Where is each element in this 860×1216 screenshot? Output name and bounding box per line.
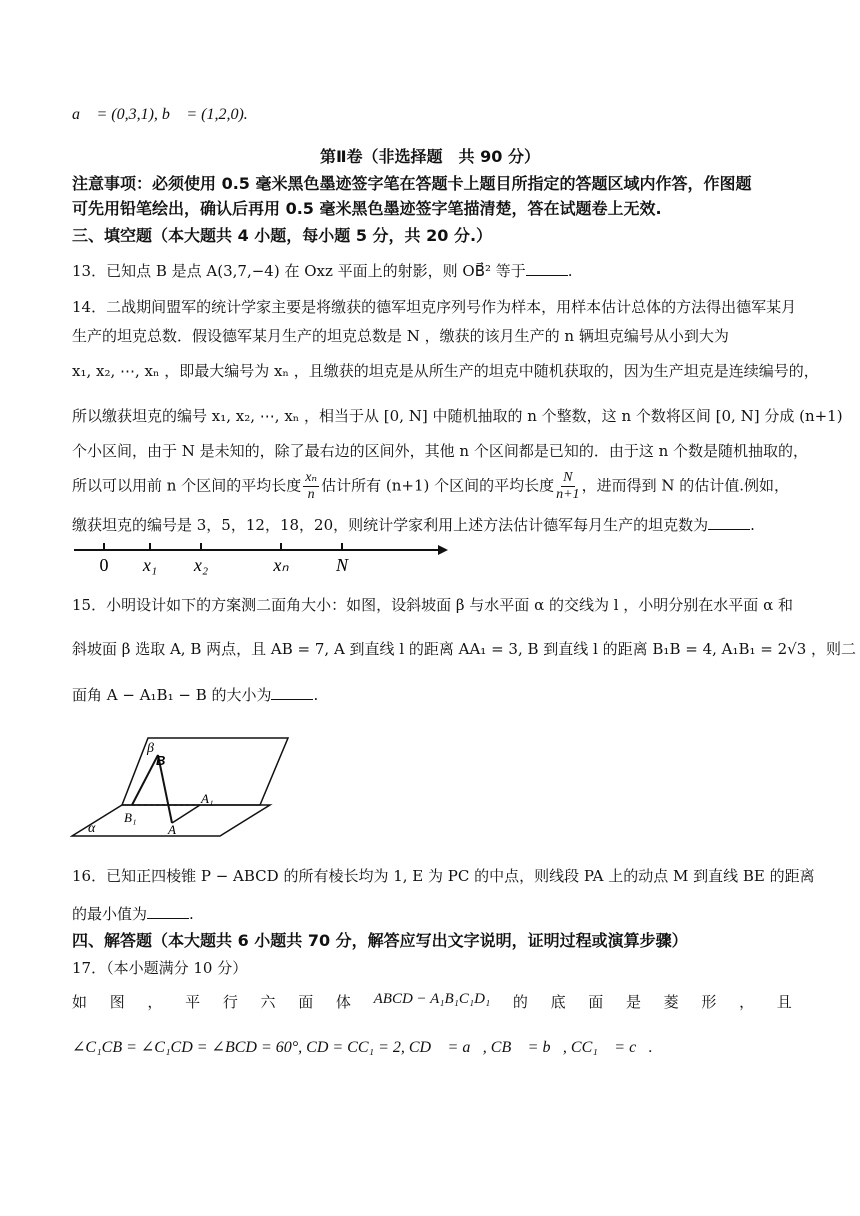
question-13-text: 13．已知点 B 是点 A(3,7,−4) 在 Oxz 平面上的射影，则 OB⃗² 等于 [72,262,526,280]
part-four-heading: 四、解答题（本大题共 6 小题共 70 分，解答应写出文字说明，证明过程或演算步骤） [72,931,688,950]
label-beta: β [147,741,154,756]
question-17-line-1: 如 图 ， 平 行 六 面 体 ABCD − A₁B₁C₁D₁ 的 底 面 是 菱 形 ， 且 [72,991,792,1011]
section-title: 第Ⅱ卷（非选择题 共 90 分） [320,147,540,166]
label-A1: A₁ [201,791,214,806]
question-14-line-2: 生产的坦克总数．假设德军某月生产的坦克总数是 N ，缴获的该月生产的 n 辆坦克编号从小到大为 [72,327,729,345]
part-three-heading: 三、填空题（本大题共 4 小题，每小题 5 分，共 20 分.） [72,226,493,245]
question-15-line-3: 面角 A − A₁B₁ − B 的大小为 . [72,686,319,704]
answer-blank[interactable] [271,687,313,700]
vector-definition: a⃗ = (0,3,1), b⃗ = (1,2,0). [72,106,248,123]
tick-label-0: 0 [99,555,109,575]
question-14-line-4: 所以缴获坦克的编号 x₁, x₂, ⋯, xₙ ，相当于从 [0, N] 中随机抽取的 n 个整数，这 n 个数将区间 [0, N] 分成 (n+1) [72,407,843,425]
question-16-line-1: 16．已知正四棱锥 P − ABCD 的所有棱长均为 1, E 为 PC 的中点，则线段 PA 上的动点 M 到直线 BE 的距离 [72,867,815,885]
tick-label-x2: x₂ [193,555,209,575]
notice-line-2: 可先用铅笔绘出，确认后再用 0.5 毫米黑色墨迹签字笔描清楚，答在试题卷上无效. [72,199,662,218]
question-13: 13．已知点 B 是点 A(3,7,−4) 在 Oxz 平面上的射影，则 OB⃗² 等于 . [72,262,573,280]
fraction-xn-over-n: $\frac{\text{xₙ}}{n}$ [305,470,318,502]
question-14-line-5: 个小区间，由于 N 是未知的，除了最右边的区间外，其他 n 个区间都是已知的．由于这 n 个数是随机抽取的， [72,442,809,460]
tick-label-N: N [335,555,349,575]
question-15-line-1: 15．小明设计如下的方案测二面角大小：如图，设斜坡面 β 与水平面 α 的交线为 l ，小明分别在水平面 α 和 [72,596,793,614]
answer-blank[interactable] [147,906,189,919]
number-line-figure [70,538,450,580]
question-14-line-1: 14．二战期间盟军的统计学家主要是将缴获的德军坦克序列号作为样本，用样本估计总体的方法得出德军某月 [72,298,797,316]
question-17-line-2: ∠C₁CB = ∠C₁CD = ∠BCD = 60°, CD = CC₁ = 2, CD⃗ = a⃗, CB⃗ = b⃗, CC₁⃗ = c⃗. [72,1039,653,1056]
label-B1: B₁ [124,810,137,825]
label-alpha: α [88,821,96,836]
tick-label-x1: x₁ [142,555,158,575]
question-14-line-7: 缴获坦克的编号是 3，5，12，18，20，则统计学家利用上述方法估计德军每月生产的坦克数为 . [72,516,755,534]
question-16-line-2: 的最小值为 . [72,905,194,923]
dihedral-angle-figure [70,735,290,840]
label-B: B [156,753,166,768]
answer-blank[interactable] [708,517,750,530]
question-14-line-6: 所以可以用前 n 个区间的平均长度 $\frac{\text{xₙ}}{n}$ 估计所有 (n+1) 个区间的平均长度 $\frac{N}{n+1}$ ，进而得到 N 的估计值.例如， [72,470,789,502]
notice-line-1: 注意事项：必须使用 0.5 毫米黑色墨迹签字笔在答题卡上题目所指定的答题区域内作答，作图题 [72,174,752,193]
label-A: A [168,822,176,837]
question-15-line-2: 斜坡面 β 选取 A, B 两点，且 AB = 7, A 到直线 l 的距离 AA₁ = 3, B 到直线 l 的距离 B₁B = 4, A₁B₁ = 2√3 ，则二 [72,640,857,658]
answer-blank[interactable] [526,263,568,276]
fraction-n-over-n-plus-1: $\frac{N}{n+1}$ [556,470,580,502]
tick-label-xn: xₙ [273,555,289,575]
question-14-line-3: x₁, x₂, ⋯, xₙ ，即最大编号为 xₙ ，且缴获的坦克是从所生产的坦克中随机获取的，因为生产坦克是连续编号的， [72,362,819,380]
question-17-header: 17．（本小题满分 10 分） [72,959,248,977]
